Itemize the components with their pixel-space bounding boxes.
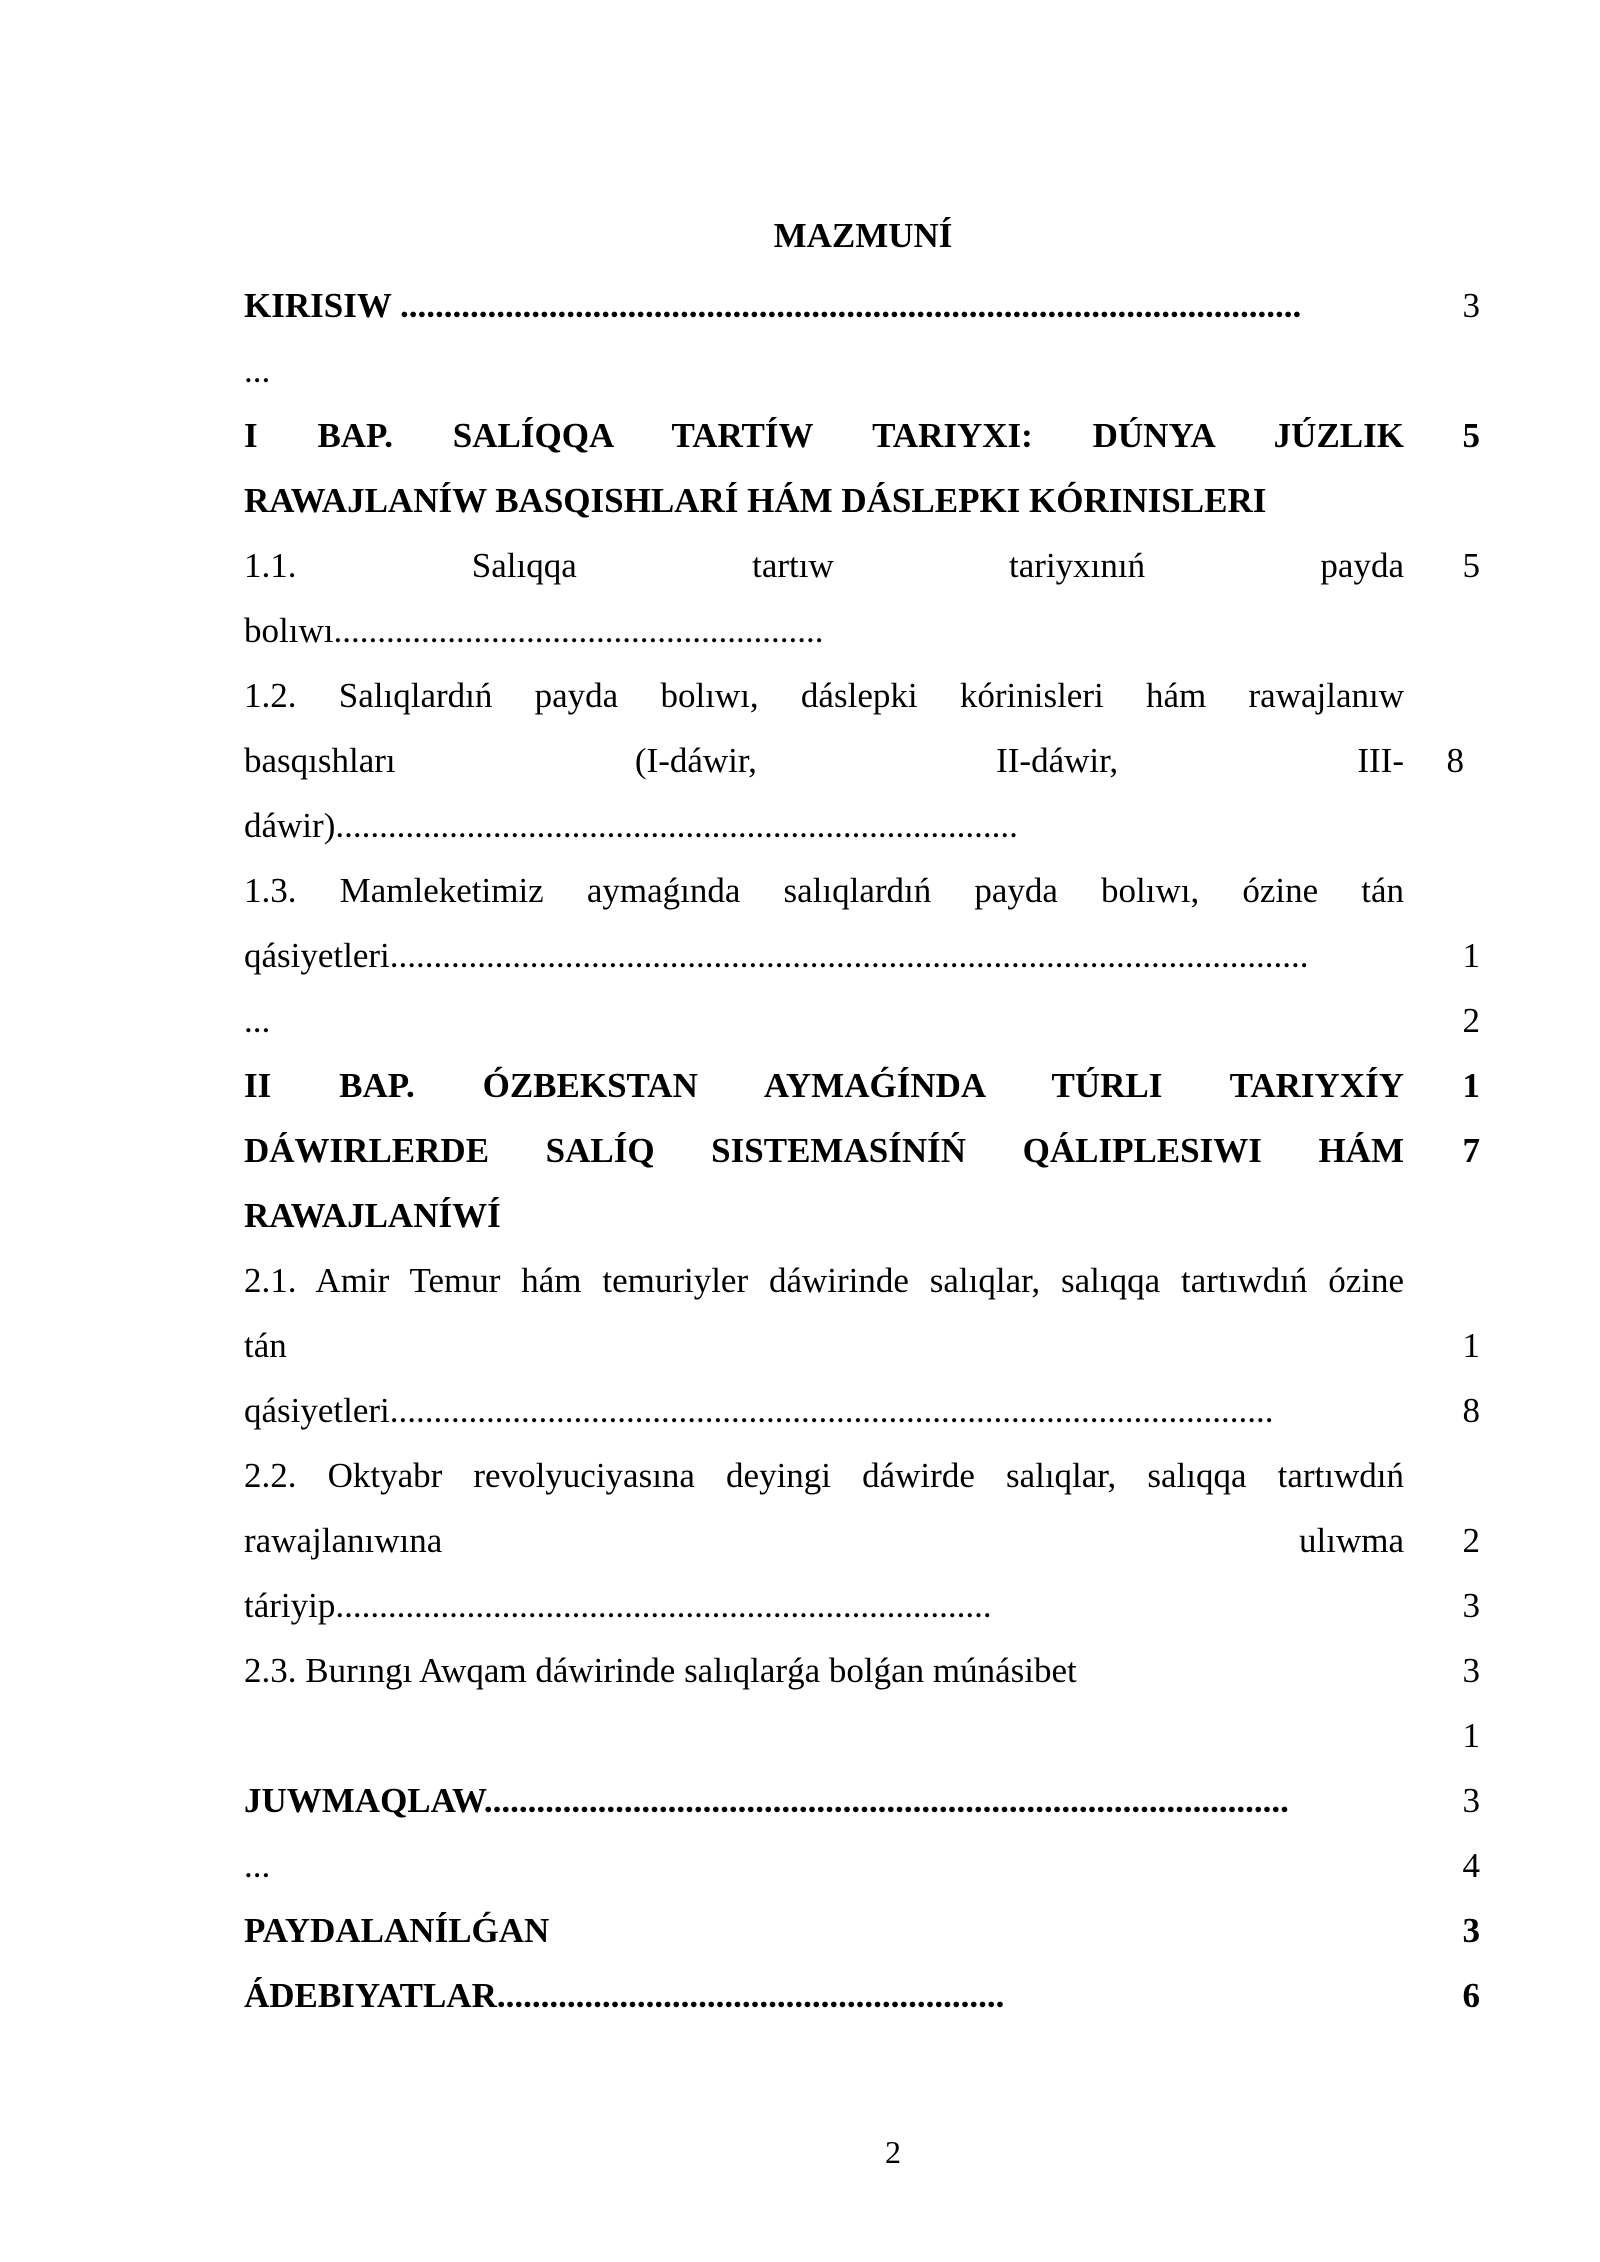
page-number: 3 (1462, 286, 1480, 325)
toc-section-2-2: 2.2. Oktyabr revolyuciyasına deyingi dáwirde salıqlar, salıqqa tartıwdıń (244, 1456, 1404, 1495)
toc-section-2-3: 2.3. Burıngı Awqam dáwirinde salıqlarǵa bolǵan múnásibet (244, 1651, 1077, 1690)
page-number: 8 (1446, 741, 1464, 780)
toc-section-2-2-cont: rawajlanıwına ulıwma (244, 1521, 1404, 1560)
page-number: 3 (1462, 1586, 1480, 1625)
toc-section-2-1-cont2: qásiyetleri..................................................................................................... (244, 1391, 1274, 1430)
toc-references: PAYDALANÍLǴAN (244, 1911, 550, 1950)
toc-chapter-2-cont2: RAWAJLANÍWÍ (244, 1196, 501, 1235)
toc-juwmaqlaw: JUWMAQLAW............................................................................................ (244, 1781, 1289, 1820)
page-number: 5 (1462, 546, 1480, 585)
page-number: 1 (1462, 1716, 1480, 1755)
toc-section-2-1-cont: tán (244, 1326, 287, 1365)
toc-chapter-2-cont: DÁWIRLERDE SALÍQ SISTEMASÍNÍŃ QÁLIPLESIWI HÁM (244, 1131, 1404, 1170)
page-number: 2 (1462, 1521, 1480, 1560)
toc-section-1-2-cont2: dáwir).............................................................................. (244, 806, 1018, 845)
page-number: 2 (1462, 1001, 1480, 1040)
toc-chapter-1-cont: RAWAJLANÍW BASQISHLARÍ HÁM DÁSLEPKI KÓRINISLERI (244, 481, 1267, 520)
toc-section-1-2: 1.2. Salıqlardıń payda bolıwı, dáslepki kórinisleri hám rawajlanıw (244, 676, 1404, 715)
toc-section-2-2-cont2: táriyip........................................................................... (244, 1586, 992, 1625)
toc-chapter-1: I BAP. SALÍQQA TARTÍW TARIYXI: DÚNYA JÚZLIK (244, 416, 1404, 455)
page-number: 1 (1462, 1066, 1480, 1105)
page-number: 7 (1462, 1131, 1480, 1170)
page-number: 3 (1462, 1781, 1480, 1820)
page-number: 3 (1462, 1651, 1480, 1690)
page-number: 5 (1462, 416, 1480, 455)
toc-section-1-1-cont: bolıwı........................................................ (244, 611, 824, 650)
toc-section-1-2-cont: basqıshları (I-dáwir, II-dáwir, III- (244, 741, 1404, 780)
toc-kirisiw: KIRISIW ....................................................................................................... (244, 286, 1302, 325)
toc-line: ... (244, 1846, 271, 1885)
toc-chapter-2: II BAP. ÓZBEKSTAN AYMAǴÍNDA TÚRLI TARIYXÍY (244, 1066, 1404, 1105)
toc-line: ... (244, 1001, 271, 1040)
page-title: MAZMUNÍ (773, 216, 953, 255)
toc-line: ... (244, 351, 271, 390)
page-number: 8 (1462, 1391, 1480, 1430)
page-number: 1 (1462, 1326, 1480, 1365)
toc-section-1-3-cont: qásiyetleri......................................................................................................... (244, 936, 1309, 975)
page-number: 6 (1462, 1976, 1480, 2015)
toc-section-1-1: 1.1. Salıqqa tartıw tariyxınıń payda (244, 546, 1404, 585)
toc-references-cont: ÁDEBIYATLAR.......................................................... (244, 1976, 1005, 2015)
toc-section-2-1: 2.1. Amir Temur hám temuriyler dáwirinde salıqlar, salıqqa tartıwdıń ózine (244, 1261, 1404, 1300)
toc-section-1-3: 1.3. Mamleketimiz aymaǵında salıqlardıń payda bolıwı, ózine tán (244, 871, 1404, 910)
page-number: 1 (1462, 936, 1480, 975)
page-number: 3 (1462, 1911, 1480, 1950)
page-number: 4 (1462, 1846, 1480, 1885)
footer-page-number: 2 (885, 2134, 901, 2170)
